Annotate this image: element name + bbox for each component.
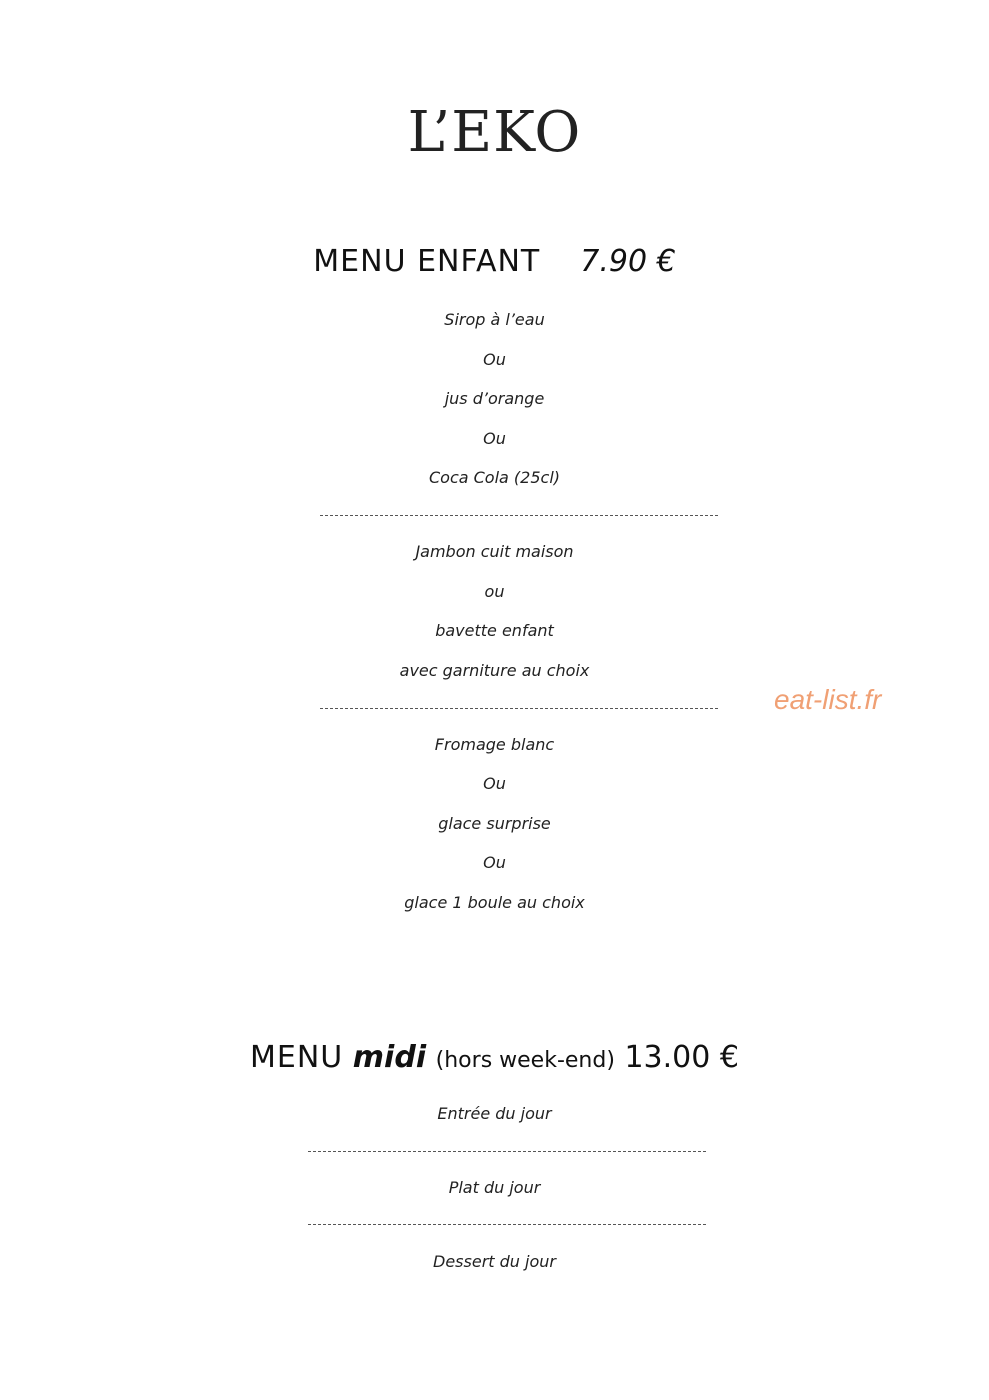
list-item: ou <box>484 582 505 601</box>
menu-midi-heading <box>0 1040 989 1075</box>
separator <box>308 1151 706 1152</box>
watermark: eat-list.fr <box>774 684 882 715</box>
list-item: glace surprise <box>438 814 551 833</box>
list-item: Ou <box>483 350 506 369</box>
menu-enfant-price: 7.90 € <box>580 244 676 279</box>
list-item: Ou <box>483 853 506 872</box>
menu-enfant-title: MENU ENFANT <box>313 244 541 279</box>
list-item: jus d’orange <box>444 389 545 408</box>
menu-midi-subtitle: midi <box>352 1040 427 1075</box>
list-item: avec garniture au choix <box>399 661 590 680</box>
menu-midi-note: (hors week-end) <box>435 1048 615 1073</box>
list-item: Entrée du jour <box>437 1104 552 1123</box>
separator <box>320 708 718 709</box>
list-item: Sirop à l’eau <box>444 310 545 329</box>
menu-midi-price: 13.00 € <box>624 1040 739 1075</box>
separator <box>320 515 718 516</box>
restaurant-name: L’EKO <box>407 100 582 165</box>
list-item: Jambon cuit maison <box>415 542 574 561</box>
list-item: Ou <box>483 429 506 448</box>
list-item: Dessert du jour <box>433 1252 556 1271</box>
list-item: bavette enfant <box>435 621 554 640</box>
list-item: Coca Cola (25cl) <box>428 468 561 487</box>
menu-midi-title: MENU <box>250 1040 344 1075</box>
menu-enfant-heading <box>0 244 989 279</box>
separator <box>308 1224 706 1225</box>
list-item: Fromage blanc <box>434 735 555 754</box>
list-item: Ou <box>483 774 506 793</box>
list-item: Plat du jour <box>448 1178 541 1197</box>
list-item: glace 1 boule au choix <box>404 893 585 912</box>
